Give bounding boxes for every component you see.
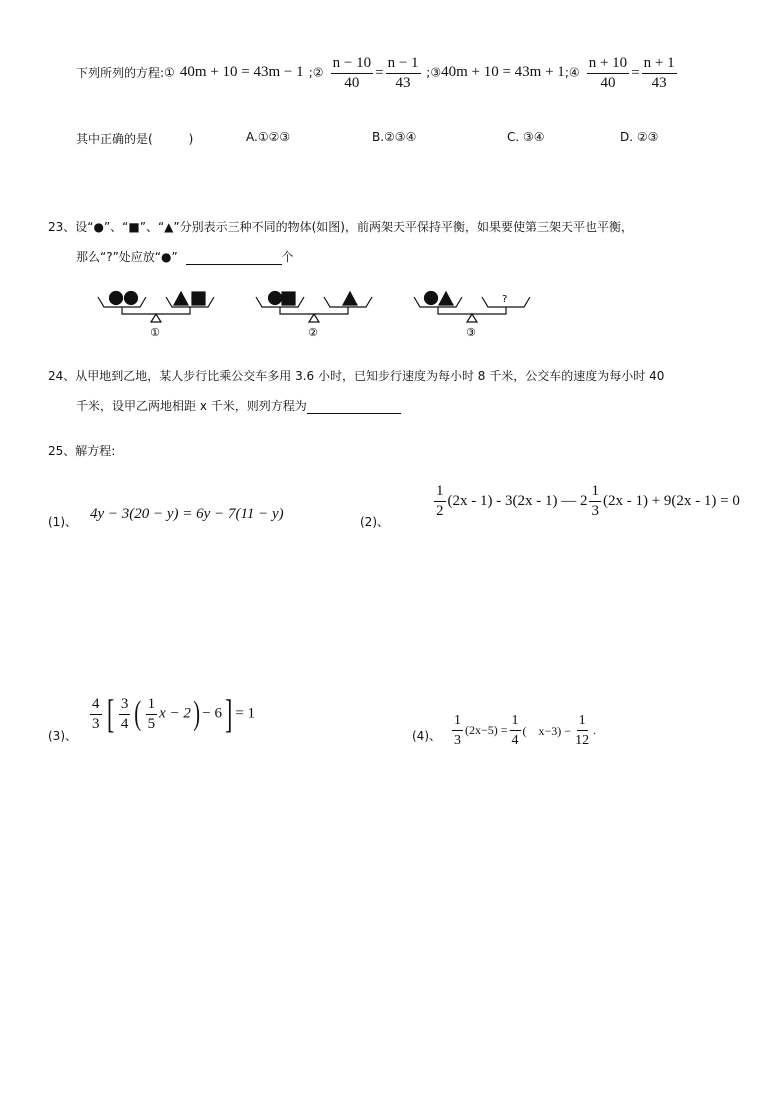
triangle-icon — [174, 292, 188, 305]
scale-question-mark: ? — [502, 294, 508, 305]
q25-part3-label: (3)、 — [48, 729, 77, 743]
q22-eq2-equals: = — [375, 65, 384, 81]
scale-label-1: ① — [150, 326, 160, 339]
q25-p2-frac2-num: 1 — [589, 484, 601, 502]
q25-p3-frac1-num: 4 — [90, 697, 102, 715]
q22-equation-4 — [585, 55, 679, 91]
q22-equation-1: 40m + 10 = 43m − 1 — [179, 63, 304, 80]
triangle-icon — [343, 292, 357, 305]
q25-p2-frac2-den: 3 — [591, 503, 599, 519]
q22-eq2-num-right: n − 1 — [386, 56, 421, 74]
left-bracket-icon: [ — [106, 691, 114, 736]
balance-scale-2 — [256, 292, 372, 323]
q25-p4-frac1-num: 1 — [452, 713, 463, 731]
q25-p3-frac2-den: 4 — [120, 715, 129, 732]
q22-marker-1: ① — [164, 65, 175, 80]
q25-p4-frac3-num: 1 — [577, 713, 588, 731]
q22-eq2-den-right: 43 — [395, 75, 411, 91]
q22-eq4-den-left: 40 — [600, 75, 616, 91]
q25-p2-frac1-num: 1 — [434, 484, 446, 502]
q25-p3-frac1-den: 3 — [92, 715, 100, 732]
scale-label-2: ② — [308, 326, 318, 339]
circle-icon — [269, 292, 282, 305]
q23-line-2: 那么“?”处应放“●” — [76, 250, 178, 264]
q25-p3-frac3-num: 1 — [146, 697, 158, 715]
q24-line-2-wrap — [76, 397, 401, 414]
q25-p3-end: = 1 — [235, 705, 256, 722]
q25-part4-label: (4)、 — [412, 729, 441, 743]
q22-eq4-num-left: n + 10 — [587, 56, 629, 74]
square-icon — [192, 292, 205, 305]
scale-label-3: ③ — [466, 326, 476, 339]
q23-answer-blank[interactable] — [186, 250, 282, 265]
q25-p2-frac1-den: 2 — [436, 503, 444, 519]
triangle-icon — [439, 292, 453, 305]
q22-eq2-den-left: 40 — [344, 75, 360, 91]
balance-scale-1 — [98, 292, 214, 323]
q22-equation-3: 40m + 10 = 43m + 1 — [441, 63, 565, 80]
q25-p3-inner: x − 2 — [159, 705, 191, 722]
q25-p2-part-b: (2x - 1) + 9(2x - 1) = 0 — [602, 493, 740, 509]
q22-equation-2 — [329, 55, 427, 91]
q25-p3-frac2-num: 3 — [119, 697, 131, 715]
q25-p4-frac2-num: 1 — [510, 713, 521, 731]
balance-scales-figure — [90, 284, 550, 344]
q25-part2-equation — [432, 484, 740, 519]
q22-option-b: B.②③④ — [372, 130, 417, 144]
balance-scale-3 — [414, 292, 530, 323]
square-icon — [282, 292, 295, 305]
q25-p4-frac3-den: 12 — [575, 733, 590, 748]
q22-eq4-equals: = — [631, 65, 640, 81]
q22-option-a: A.①②③ — [246, 130, 291, 144]
right-paren-icon: ) — [193, 695, 200, 732]
q25-p4-frac2-den: 4 — [511, 733, 519, 748]
q25-title: 25、解方程: — [48, 444, 116, 458]
q22-eq4-num-right: n + 1 — [642, 56, 677, 74]
q22-marker-4: ;④ — [564, 65, 580, 80]
q25-p2-part-a: (2x - 1) - 3(2x - 1) — 2 — [447, 493, 588, 509]
q25-p4-part-b: ( x−3) − — [522, 724, 572, 738]
q25-part4-equation — [450, 713, 596, 748]
q24-answer-blank[interactable] — [307, 399, 401, 414]
q22-intro: 下列所列的方程: — [76, 65, 165, 80]
q22-question: 其中正确的是( ) — [76, 132, 194, 146]
left-paren-icon: ( — [134, 695, 142, 732]
q25-part2-label: (2)、 — [360, 515, 389, 529]
q25-p3-frac3-den: 5 — [147, 715, 156, 732]
circle-icon — [425, 292, 438, 305]
q22-options-line — [76, 56, 679, 100]
right-bracket-icon: ] — [224, 691, 233, 736]
q22-option-c: C. ③④ — [507, 130, 545, 144]
q24-line-2: 千米，设甲乙两地相距 x 千米，则列方程为 — [76, 399, 307, 413]
q22-eq4-den-right: 43 — [651, 75, 667, 91]
q25-p4-part-a: (2x−5) = — [465, 723, 508, 737]
q23-line-1: 23、设“●”、“■”、“▲”分别表示三种不同的物体(如图)，前两架天平保持平衡，如果要使第三架天平也平衡， — [48, 220, 633, 234]
q24-line-1: 24、从甲地到乙地，某人步行比乘公交车多用 3.6 小时，已知步行速度为每小时 8 千米，公交车的速度为每小时 40 — [48, 369, 665, 383]
q25-p4-frac1-den: 3 — [454, 733, 461, 748]
circle-icon — [110, 292, 123, 305]
q22-marker-3: ;③ — [426, 65, 442, 80]
q25-part1-label: (1)、 — [48, 515, 77, 529]
q23-unit: 个 — [281, 250, 294, 264]
q25-part3-equation — [88, 691, 256, 736]
q25-p3-tail: − 6 — [202, 705, 222, 722]
q25-p4-end: . — [593, 723, 597, 737]
q22-marker-2: ;② — [308, 65, 324, 80]
q25-part1-equation: 4y − 3(20 − y) = 6y − 7(11 − y) — [90, 506, 284, 522]
q22-eq2-num-left: n − 10 — [331, 56, 373, 74]
q22-option-d: D. ②③ — [620, 130, 659, 144]
circle-icon — [125, 292, 138, 305]
q23-line-2-wrap — [76, 248, 294, 265]
